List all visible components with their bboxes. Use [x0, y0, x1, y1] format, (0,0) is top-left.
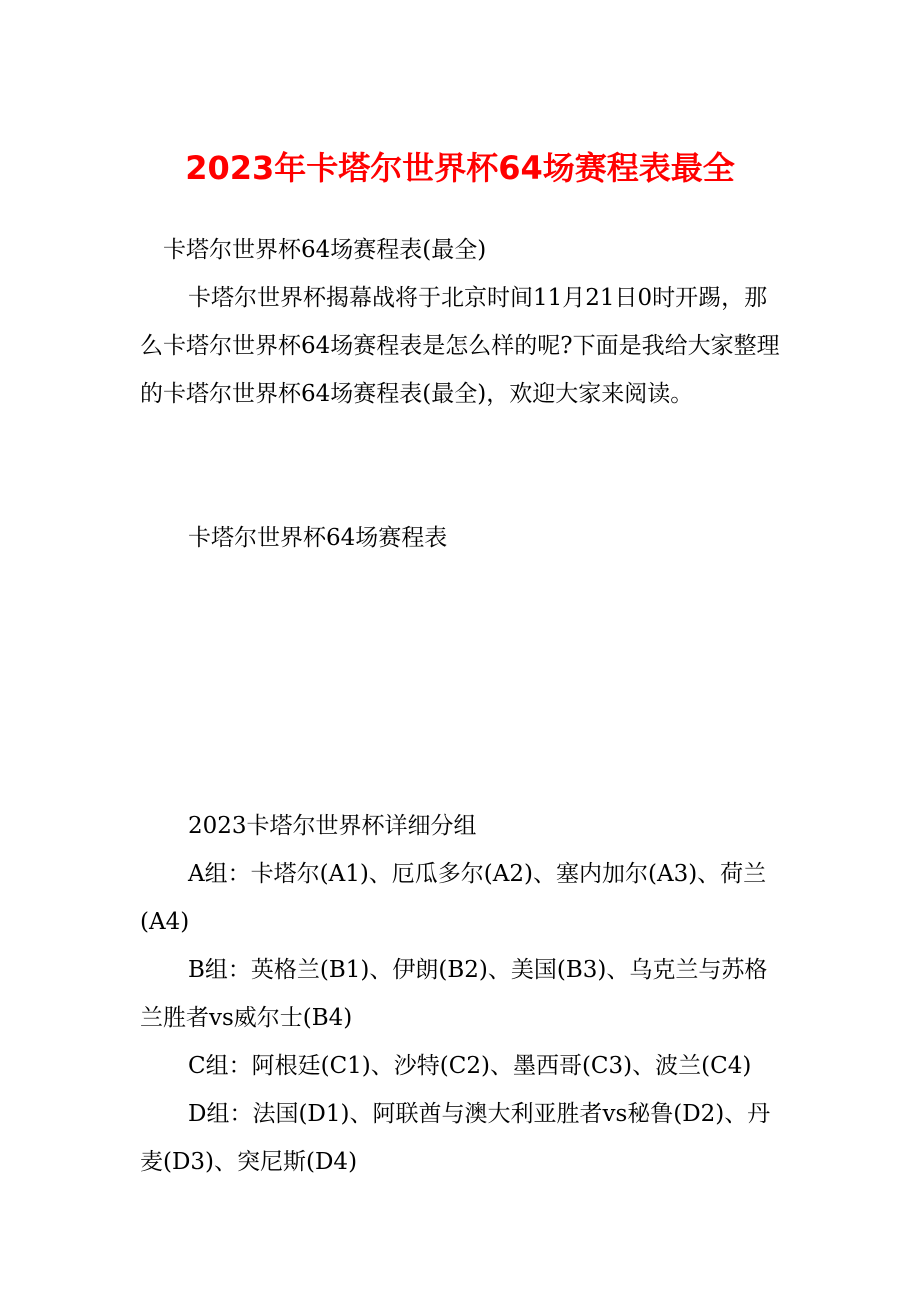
group-paragraph-c: C组：阿根廷(C1)、沙特(C2)、墨西哥(C3)、波兰(C4)	[188, 1053, 752, 1079]
groups-heading: 2023卡塔尔世界杯详细分组	[188, 813, 477, 839]
section-heading: 卡塔尔世界杯64场赛程表	[188, 525, 448, 551]
intro-paragraph: 卡塔尔世界杯揭幕战将于北京时间11月21日0时开踢，那么卡塔尔世界杯64场赛程表是怎么样的呢?下面是我给大家整理的卡塔尔世界杯64场赛程表(最全)，欢迎大家来阅读。	[140, 285, 780, 407]
document-title: 2023年卡塔尔世界杯64场赛程表最全	[185, 149, 735, 187]
group-paragraph-b: B组：英格兰(B1)、伊朗(B2)、美国(B3)、乌克兰与苏格兰胜者vs威尔士(B4)	[140, 957, 768, 1031]
subtitle-paragraph: 卡塔尔世界杯64场赛程表(最全)	[163, 237, 487, 263]
group-paragraph-d: D组：法国(D1)、阿联酋与澳大利亚胜者vs秘鲁(D2)、丹麦(D3)、突尼斯(D4)	[140, 1101, 771, 1175]
group-paragraph-a: A组：卡塔尔(A1)、厄瓜多尔(A2)、塞内加尔(A3)、荷兰(A4)	[140, 861, 767, 935]
